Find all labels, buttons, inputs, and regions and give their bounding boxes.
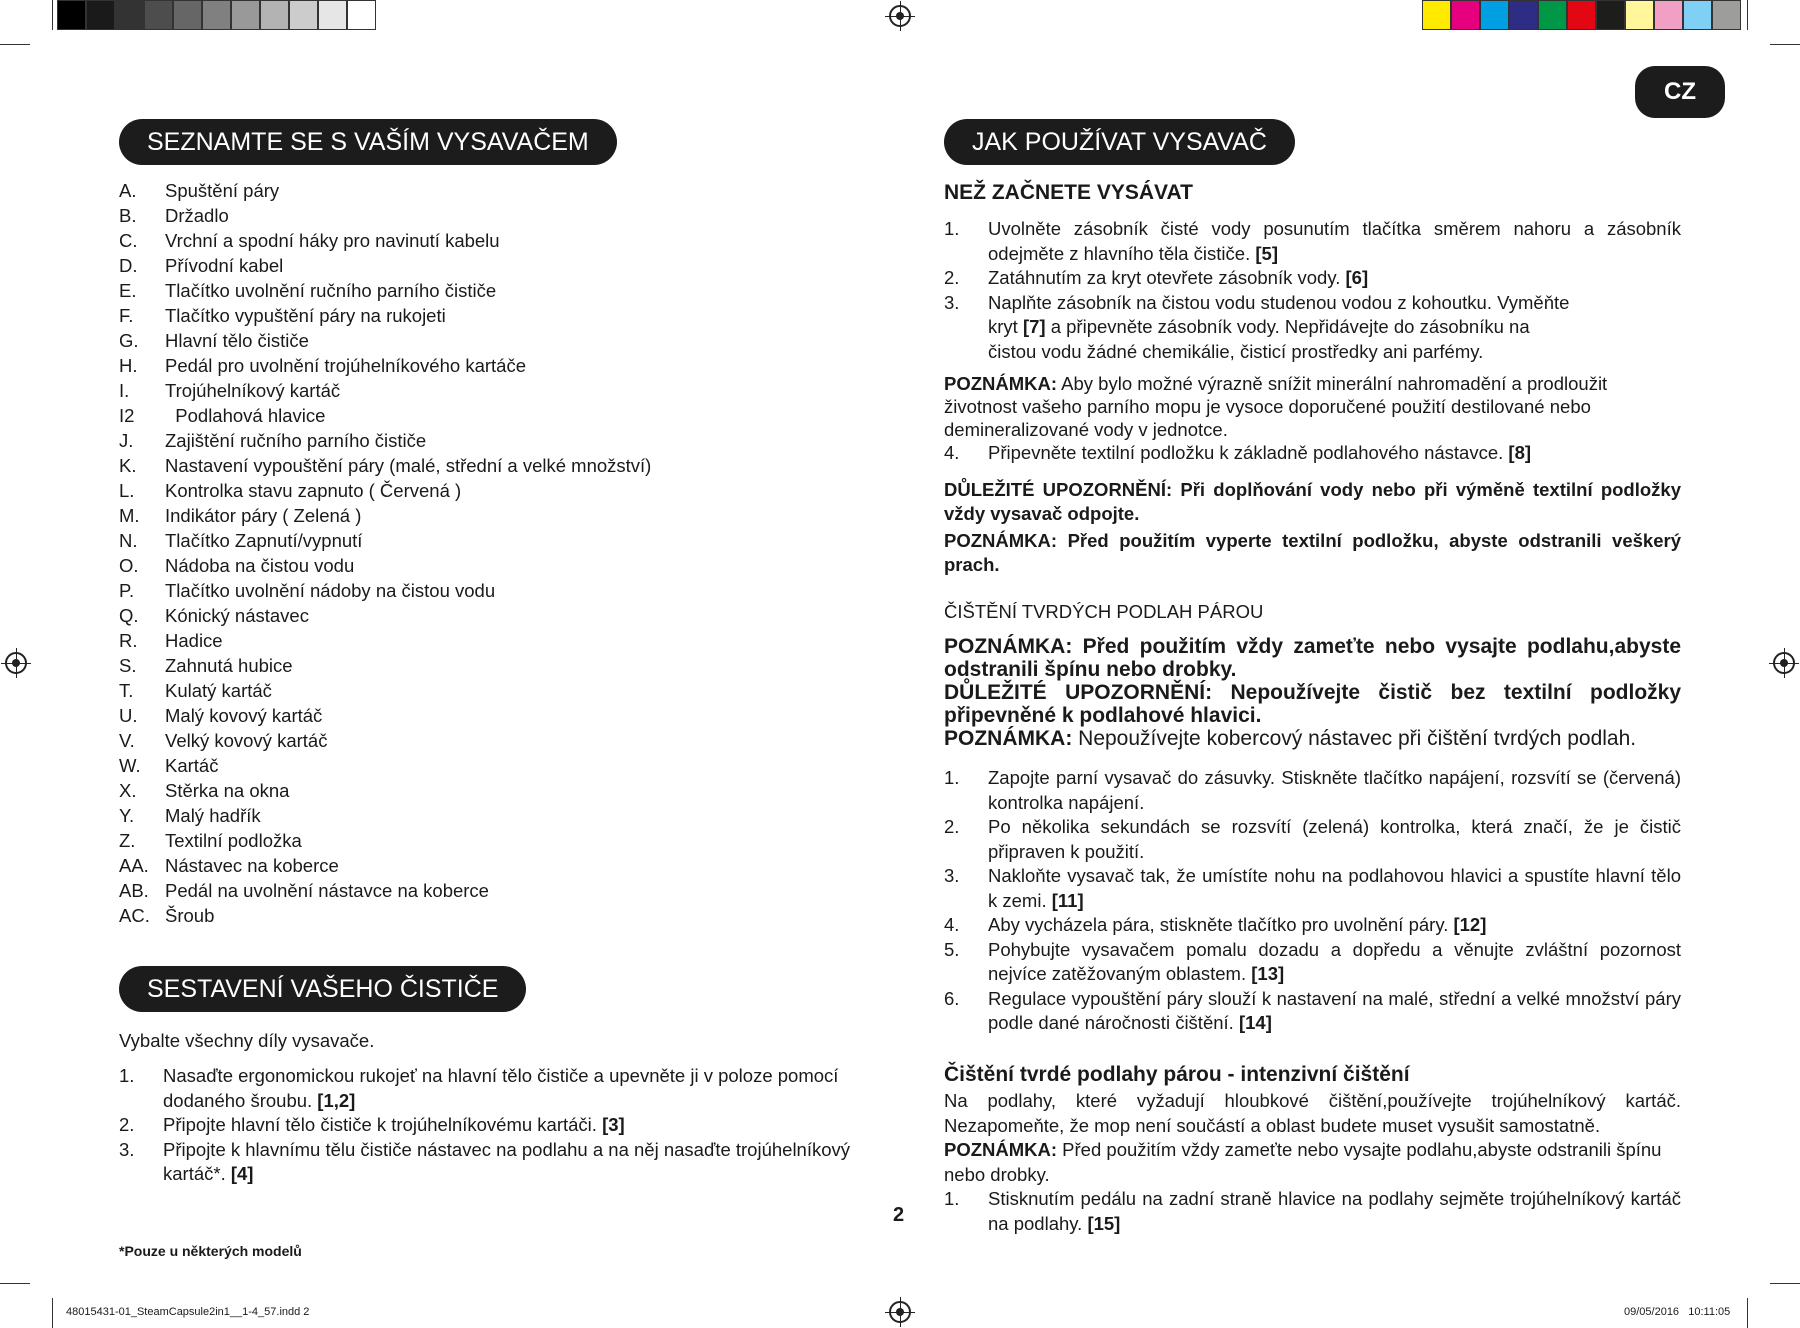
section-heading-assembly: SESTAVENÍ VAŠEHO ČISTIČE: [119, 966, 526, 1012]
part-item: [119, 853, 651, 878]
part-letter: M.: [119, 505, 140, 526]
part-label: Kónický nástavec: [165, 605, 309, 626]
part-item: [119, 203, 651, 228]
slug-datetime: 09/05/2016 10:11:05: [1624, 1306, 1731, 1318]
note-paragraph: POZNÁMKA: Nepoužívejte kobercový nástavec při čištění tvrdých podlah.: [944, 727, 1637, 750]
list-item: 1. Stisknutím pedálu na zadní straně hlavice na podlahy sejměte trojúhelníkový kartáč na podlahy. [15]: [944, 1188, 1681, 1234]
parts-list: [119, 178, 651, 928]
part-letter: Z.: [119, 830, 136, 851]
color-swatch: [1451, 0, 1480, 30]
part-label: Trojúhelníkový kartáč: [165, 380, 341, 401]
part-letter: F.: [119, 305, 134, 326]
color-swatch: [1567, 0, 1596, 30]
color-swatch: [1480, 0, 1509, 30]
list-item: 1. Uvolněte zásobník čisté vody posunutím tlačítka směrem nahoru a zásobník odejměte z hlavního těla čističe. [5]: [944, 218, 1681, 264]
list-item: 1. Nasaďte ergonomickou rukojeť na hlavní tělo čističe a upevněte ji v poloze pomocí dodaného šroubu. [1,2]: [119, 1065, 839, 1111]
part-item: [119, 803, 651, 828]
part-letter: X.: [119, 780, 137, 801]
part-item: [119, 178, 651, 203]
list-item: 2. Připojte hlavní tělo čističe k trojúhelníkovému kartáči. [3]: [119, 1114, 625, 1135]
part-item: [119, 678, 651, 703]
part-letter: AB.: [119, 880, 149, 901]
note-paragraph: POZNÁMKA: Před použitím vždy zameťte nebo vysajte podlahu,abyste odstranili špínu nebo drobky.: [944, 635, 1681, 681]
part-letter: U.: [119, 705, 138, 726]
part-label: Malý hadřík: [165, 805, 261, 826]
crop-mark: [52, 0, 53, 30]
part-letter: O.: [119, 555, 139, 576]
part-item: [119, 903, 651, 928]
gray-swatch: [202, 0, 231, 30]
registration-mark-icon: [889, 1301, 911, 1323]
part-label: Tlačítko uvolnění nádoby na čistou vodu: [165, 580, 496, 601]
part-label: Pedál pro uvolnění trojúhelníkového kartáče: [165, 355, 526, 376]
important-paragraph: DŮLEŽITÉ UPOZORNĚNÍ: Nepoužívejte čistič bez textilní podložky připevněné k podlahové hlavici.: [944, 681, 1682, 727]
section-title-before-use: NEŽ ZAČNETE VYSÁVAT: [944, 181, 1193, 204]
part-letter: T.: [119, 680, 134, 701]
part-item: [119, 353, 651, 378]
part-letter: V.: [119, 730, 135, 751]
page-number: 2: [893, 1204, 905, 1226]
list-item: 4. Připevněte textilní podložku k základně podlahového nástavce. [8]: [944, 442, 1532, 463]
registration-mark-icon: [1773, 652, 1795, 674]
part-item: [119, 478, 651, 503]
part-item: [119, 428, 651, 453]
part-label: Podlahová hlavice: [165, 405, 326, 426]
part-letter: G.: [119, 330, 139, 351]
note-paragraph: POZNÁMKA: Před použitím vždy zameťte nebo vysajte podlahu,abyste odstranili špínu nebo drobky.: [944, 1139, 1662, 1185]
part-letter: S.: [119, 655, 137, 676]
part-item: [119, 603, 651, 628]
part-letter: R.: [119, 630, 138, 651]
part-letter: C.: [119, 230, 138, 251]
crop-mark: [1770, 44, 1800, 45]
color-swatch: [1509, 0, 1538, 30]
part-letter: AA.: [119, 855, 149, 876]
part-letter: J.: [119, 430, 134, 451]
hard-floor-warnings: [944, 635, 1681, 750]
part-label: Držadlo: [165, 205, 229, 226]
part-letter: I2: [119, 405, 135, 426]
section-heading-usage: JAK POUŽÍVAT VYSAVAČ: [944, 119, 1295, 165]
part-item: [119, 378, 651, 403]
registration-mark-icon: [5, 652, 27, 674]
color-swatch: [1683, 0, 1712, 30]
section-heading-parts: SEZNAMTE SE S VAŠÍM VYSAVAČEM: [119, 119, 617, 165]
registration-mark-icon: [889, 5, 911, 27]
part-item: [119, 553, 651, 578]
list-item: 5. Pohybujte vysavačem pomalu dozadu a dopředu a věnujte zvláštní pozornost nejvíce zatěžovaným oblastem. [13]: [944, 938, 1681, 984]
crop-mark: [0, 44, 30, 45]
part-item: [119, 403, 651, 428]
list-item: 3. Naplňte zásobník na čistou vodu studenou vodou z kohoutku. Vyměňte kryt [7] a připevněte zásobník vody. Nepřidávejte do zásobníku na čistou vodu žádné chemikálie, čisticí prostředky ani parfémy.: [944, 291, 1570, 362]
part-letter: Y.: [119, 805, 135, 826]
part-letter: A.: [119, 180, 137, 201]
part-label: Textilní podložka: [165, 830, 302, 851]
gray-swatch: [57, 0, 86, 30]
note-paragraph: POZNÁMKA: Aby bylo možné výrazně snížit minerální nahromadění a prodloužit životnost vašeho parního mopu je vysoce doporučené použití destilované nebo demineralizované vody v jednotce.: [944, 373, 1608, 440]
part-label: Nástavec na koberce: [165, 855, 339, 876]
section-title-hard-floors: ČIŠTĚNÍ TVRDÝCH PODLAH PÁROU: [944, 601, 1264, 622]
section-title-intensive: Čištění tvrdé podlahy párou - intenzivní čištění: [944, 1063, 1410, 1086]
part-label: Tlačítko Zapnutí/vypnutí: [165, 530, 363, 551]
part-label: Spuštění páry: [165, 180, 280, 201]
part-label: Malý kovový kartáč: [165, 705, 323, 726]
part-item: [119, 503, 651, 528]
color-swatch: [1596, 0, 1625, 30]
part-label: Tlačítko uvolnění ručního parního čističe: [165, 280, 497, 301]
part-item: [119, 703, 651, 728]
gray-swatch: [231, 0, 260, 30]
part-item: [119, 228, 651, 253]
list-item: 2. Po několika sekundách se rozsvítí (zelená) kontrolka, která značí, že je čistič připraven k použití.: [944, 816, 1681, 862]
part-label: Indikátor páry ( Zelená ): [165, 505, 362, 526]
assembly-steps: [119, 1064, 856, 1187]
part-item: [119, 453, 651, 478]
list-item: 3. Připojte k hlavnímu tělu čističe nástavec na podlahu a na něj nasaďte trojúhelníkový kartáč*. [4]: [119, 1138, 851, 1184]
assembly-intro: Vybalte všechny díly vysavače.: [119, 1030, 375, 1051]
part-item: [119, 828, 651, 853]
list-item: 2. Zatáhnutím za kryt otevřete zásobník vody. [6]: [944, 267, 1369, 288]
part-label: Kulatý kartáč: [165, 680, 272, 701]
gray-swatch: [173, 0, 202, 30]
part-letter: Q.: [119, 605, 139, 626]
part-letter: B.: [119, 205, 137, 226]
part-item: [119, 328, 651, 353]
part-item: [119, 578, 651, 603]
part-label: Přívodní kabel: [165, 255, 284, 276]
color-swatch: [1538, 0, 1567, 30]
part-label: Zahnutá hubice: [165, 655, 293, 676]
part-label: Hlavní tělo čističe: [165, 330, 309, 351]
part-item: [119, 878, 651, 903]
list-item: 3. Nakloňte vysavač tak, že umístíte nohu na podlahovou hlavici a spustíte hlavní tělo k zemi. [11]: [944, 865, 1681, 911]
part-letter: W.: [119, 755, 141, 776]
crop-mark: [1770, 1283, 1800, 1284]
paragraph: Na podlahy, které vyžadují hloubkové čištění,používejte trojúhelníkový kartáč. Nezapomeňte, že mop není součástí a oblast budete muset vysušit samostatně.: [944, 1090, 1681, 1136]
part-letter: H.: [119, 355, 138, 376]
part-item: [119, 778, 651, 803]
hard-floor-steps: [944, 766, 1681, 1036]
part-item: [119, 728, 651, 753]
note-paragraph: POZNÁMKA: Před použitím vyperte textilní podložku, abyste odstranili veškerý prach.: [944, 529, 1681, 575]
part-label: Vrchní a spodní háky pro navinutí kabelu: [165, 230, 500, 251]
gray-swatch: [318, 0, 347, 30]
crop-mark: [1747, 0, 1748, 30]
crop-mark: [0, 1283, 30, 1284]
part-label: Kartáč: [165, 755, 219, 776]
part-letter: I.: [119, 380, 130, 401]
part-letter: AC.: [119, 905, 150, 926]
part-letter: K.: [119, 455, 137, 476]
part-label: Šroub: [165, 905, 215, 926]
part-letter: L.: [119, 480, 135, 501]
intensive-block: [944, 1089, 1681, 1236]
crop-mark: [52, 1298, 53, 1328]
part-label: Kontrolka stavu zapnuto ( Červená ): [165, 480, 462, 501]
part-item: [119, 753, 651, 778]
part-item: [119, 253, 651, 278]
color-swatch: [1422, 0, 1451, 30]
gray-swatch: [347, 0, 376, 30]
part-item: [119, 628, 651, 653]
footnote: *Pouze u některých modelů: [119, 1243, 302, 1259]
part-item: [119, 528, 651, 553]
color-swatch: [1712, 0, 1741, 30]
language-badge: CZ: [1635, 66, 1725, 118]
part-letter: N.: [119, 530, 138, 551]
part-item: [119, 303, 651, 328]
part-label: Stěrka na okna: [165, 780, 290, 801]
gray-swatch: [260, 0, 289, 30]
gray-swatch: [289, 0, 318, 30]
part-item: [119, 653, 651, 678]
gray-swatch: [115, 0, 144, 30]
file-slug: 48015431-01_SteamCapsule2in1__1-4_57.indd 2: [66, 1306, 310, 1318]
color-swatch: [1625, 0, 1654, 30]
list-item: 6. Regulace vypouštění páry slouží k nastavení na malé, střední a velké množství páry podle dané náročnosti čištění. [14]: [944, 987, 1681, 1033]
part-label: Hadice: [165, 630, 223, 651]
part-label: Tlačítko vypuštění páry na rukojeti: [165, 305, 446, 326]
part-label: Zajištění ručního parního čističe: [165, 430, 427, 451]
crop-mark: [1747, 1298, 1748, 1328]
part-label: Velký kovový kartáč: [165, 730, 328, 751]
gray-swatch: [144, 0, 173, 30]
part-letter: D.: [119, 255, 138, 276]
part-item: [119, 278, 651, 303]
list-item: 4. Aby vycházela pára, stiskněte tlačítko pro uvolnění páry. [12]: [944, 914, 1487, 935]
part-label: Nádoba na čistou vodu: [165, 555, 355, 576]
before-use-block: [944, 217, 1681, 578]
part-label: Pedál na uvolnění nástavce na koberce: [165, 880, 489, 901]
important-paragraph: DŮLEŽITÉ UPOZORNĚNÍ: Při doplňování vody nebo při výměně textilní podložky vždy vysavač odpojte.: [944, 478, 1681, 524]
color-swatch: [1654, 0, 1683, 30]
part-letter: E.: [119, 280, 137, 301]
part-label: Nastavení vypouštění páry (malé, střední a velké množství): [165, 455, 652, 476]
gray-swatch: [86, 0, 115, 30]
part-letter: P.: [119, 580, 135, 601]
list-item: 1. Zapojte parní vysavač do zásuvky. Stiskněte tlačítko napájení, rozsvítí se (červená) kontrolka napájení.: [944, 767, 1681, 813]
